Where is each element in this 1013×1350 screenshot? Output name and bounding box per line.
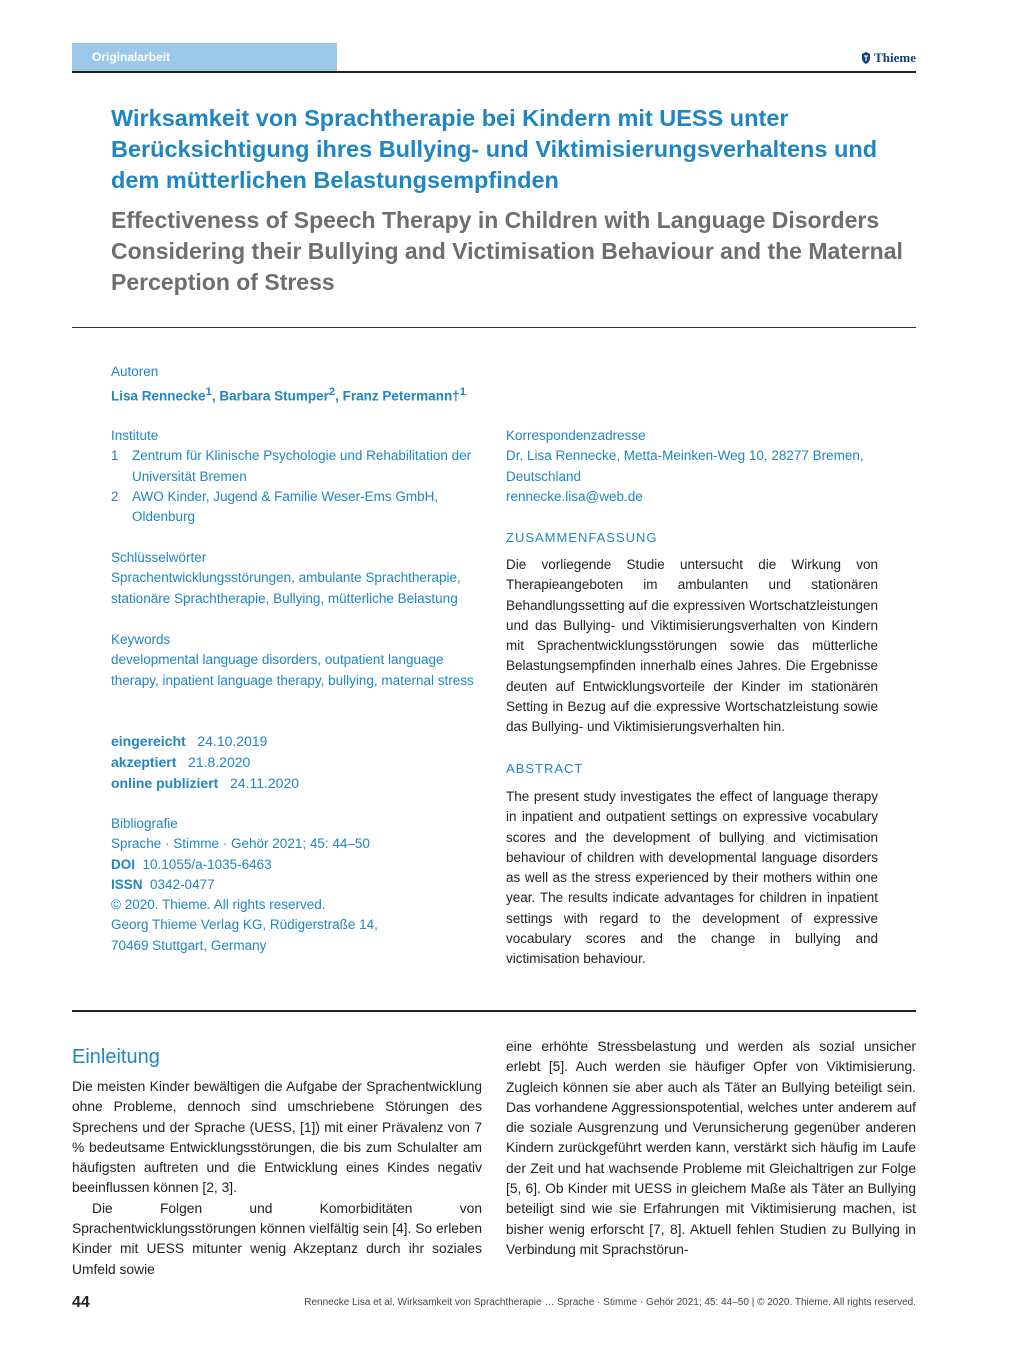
author-name[interactable]: Barbara Stumper bbox=[219, 388, 329, 404]
bibliography-heading: Bibliografie bbox=[111, 816, 178, 831]
intro-heading: Einleitung bbox=[72, 1046, 160, 1068]
page-number: 44 bbox=[72, 1294, 90, 1311]
copyright-line: © 2020. Thieme. All rights reserved. bbox=[111, 897, 326, 913]
institute-number: 2 bbox=[111, 488, 119, 504]
date-submitted bbox=[111, 731, 491, 752]
publisher-name: Thieme bbox=[874, 50, 916, 65]
author-affiliation: 1 bbox=[205, 386, 212, 399]
doi-label: DOI bbox=[111, 856, 136, 872]
issn-value: 0342-0477 bbox=[150, 876, 215, 892]
authors-block bbox=[111, 362, 511, 407]
correspondence-block bbox=[506, 426, 906, 507]
abstract-text: The present study investigates the effect of language therapy in inpatient and outpatient settings on expressive vocabulary scores and the development of bullying and victimisation behaviour of children with developmental language disorders as well as the stress experienced by their mothers within one year. The results indicate advantages for children in inpatient settings with regard to the development of expressive vocabulary scores and the change in bullying and victimisation behaviour. bbox=[506, 789, 878, 967]
author-separator: , bbox=[335, 388, 343, 404]
author-affiliation: 2 bbox=[328, 386, 336, 399]
institute-block bbox=[111, 426, 491, 527]
header-divider bbox=[72, 71, 916, 73]
footer-citation: Rennecke Lisa et al. Wirksamkeit von Sprachtherapie … Sprache · Stimme · Gehör 2021; 45: 44–50 | © 2020. Thieme. All rights reserved. bbox=[304, 1297, 916, 1308]
intro-paragraph: eine erhöhte Stressbelastung und werden als sozial unsicher erlebt [5]. Auch werden sie häufiger Opfer von Viktimisierung. Zugleich können sie aber auch als Täter an Bullying beteiligt sein. Das vorhandene Aggressionspotential, welches unter anderem auf die soziale Ausgrenzung und Verunsicherung gegenüber anderen Kindern zurückgeführt werden kann, verstärkt sich häufig im Laufe der Zeit und hat wachsende Probleme mit Gleichaltrigen zur Folge [5, 6]. Ob Kinder mit UESS in gleichem Maße als Täter an Bullying beteiligt sind wie sie Erfahrungen mit Viktimisierung machen, ist bisher wenig erforscht [7, 8]. Aktuell fehlen Studien zu Bullying in Verbindung mit Sprachstörun- bbox=[506, 1039, 916, 1257]
institute-heading: Institute bbox=[111, 428, 159, 443]
keywords-german-heading: Schlüsselwörter bbox=[111, 550, 207, 565]
author-separator: , bbox=[211, 388, 220, 404]
date-submitted-value: 24.10.2019 bbox=[197, 733, 268, 749]
date-published-label: online publiziert bbox=[111, 774, 219, 791]
institute-text: Zentrum für Klinische Psychologie und Rehabilitation der Universität Bremen bbox=[132, 448, 472, 484]
correspondence-heading: Korrespondenzadresse bbox=[506, 428, 646, 443]
doi-line bbox=[111, 855, 491, 875]
keywords-english-text: developmental language disorders, outpatient language therapy, inpatient language therapy, bullying, maternal stress bbox=[111, 652, 474, 688]
issn-label: ISSN bbox=[111, 876, 143, 892]
journal-citation: Sprache · Stimme · Gehör 2021; 45: 44–50 bbox=[111, 836, 370, 852]
body-column-right bbox=[506, 1037, 916, 1260]
publisher-logo bbox=[861, 50, 916, 66]
institute-item bbox=[111, 487, 491, 528]
publisher-address-line1: Georg Thieme Verlag KG, Rüdigerstraße 14, bbox=[111, 917, 378, 933]
zusammenfassung-heading: ZUSAMMENFASSUNG bbox=[506, 530, 658, 545]
zusammenfassung-text: Die vorliegende Studie untersucht die Wirkung von Therapieangeboten im ambulanten und stationären Behandlungssetting auf die expressiven Wortschatzleistungen und das Bullying- und Viktimisierungsverhalten von Kindern mit Sprachentwicklungsstörungen sowie das mütterliche Belastungsempfinden innerhalb eines Jahres. Die Ergebnisse deuten auf Entwicklungsvorteile der Kinder im stationären Setting in Bezug auf die expressive Wortschatzleistung sowie das Bullying- und Viktimisierungsverhalten hin. bbox=[506, 557, 878, 735]
intro-paragraph: Die meisten Kinder bewältigen die Aufgabe der Sprachentwicklung ohne Probleme, dennoch sind umschriebene Störungen des Sprechens und der Sprache (UESS, [1]) mit einer Prävalenz von 7 % bedeutsame Entwicklungsstörungen, die bis zum Schulalter am häufigsten auftreten und die Entwicklung eines Kindes negativ beeinflussen können [2, 3]. bbox=[72, 1079, 482, 1196]
title-english: Effectiveness of Speech Therapy in Children with Language Disorders Considering their Bullying and Victimisation Behaviour and the Maternal Perception of Stress bbox=[111, 207, 903, 295]
author-name[interactable]: Franz Petermann† bbox=[342, 388, 460, 404]
dates-block bbox=[111, 731, 491, 793]
institute-text: AWO Kinder, Jugend & Familie Weser-Ems GmbH, Oldenburg bbox=[132, 488, 439, 525]
doi-link[interactable]: 10.1055/a-1035-6463 bbox=[142, 856, 272, 872]
correspondence-email-link[interactable]: rennecke.lisa@web.de bbox=[506, 488, 643, 504]
body-column-left bbox=[72, 1077, 482, 1280]
keywords-english-heading: Keywords bbox=[111, 632, 171, 647]
abstract-heading: ABSTRACT bbox=[506, 761, 584, 776]
date-accepted-value: 21.8.2020 bbox=[188, 753, 251, 770]
issn-line bbox=[111, 875, 491, 895]
correspondence-address: Dr. Lisa Rennecke, Metta-Meinken-Weg 10, 28277 Bremen, Deutschland bbox=[506, 448, 864, 484]
title-german: Wirksamkeit von Sprachtherapie bei Kindern mit UESS unter Berücksichtigung ihres Bullying- und Viktimisierungsverhaltens und dem mütterlichen Belastungsempfinden bbox=[111, 105, 878, 193]
keywords-english-block bbox=[111, 630, 491, 691]
date-accepted bbox=[111, 752, 491, 773]
date-published-value: 24.11.2020 bbox=[230, 774, 300, 791]
section-divider bbox=[72, 1010, 916, 1012]
date-accepted-label: akzeptiert bbox=[111, 753, 177, 770]
authors-heading: Autoren bbox=[111, 364, 159, 379]
keywords-german-block bbox=[111, 548, 501, 609]
author-name[interactable]: Lisa Rennecke bbox=[111, 388, 206, 404]
date-submitted-label: eingereicht bbox=[111, 733, 186, 749]
bibliography-block bbox=[111, 814, 491, 956]
date-published bbox=[111, 773, 491, 794]
intro-paragraph: Die Folgen und Komorbiditäten von Sprachentwicklungsstörungen können vielfältig sein [4]. So erleben Kinder mit UESS mitunter wenig Akzeptanz durch ihr soziales Umfeld sowie bbox=[72, 1200, 482, 1277]
keywords-german-text: Sprachentwicklungsstörungen, ambulante Sprachtherapie, stationäre Sprachtherapie, Bullying, mütterliche Belastung bbox=[111, 570, 461, 606]
author-affiliation: 1 bbox=[459, 386, 466, 399]
institute-item bbox=[111, 446, 491, 487]
institute-number: 1 bbox=[111, 448, 119, 464]
authors-list bbox=[111, 382, 511, 407]
title-divider bbox=[72, 327, 916, 328]
article-type-label: Originalarbeit bbox=[92, 50, 171, 64]
publisher-address-line2: 70469 Stuttgart, Germany bbox=[111, 937, 267, 953]
thieme-logo-icon bbox=[861, 52, 871, 64]
